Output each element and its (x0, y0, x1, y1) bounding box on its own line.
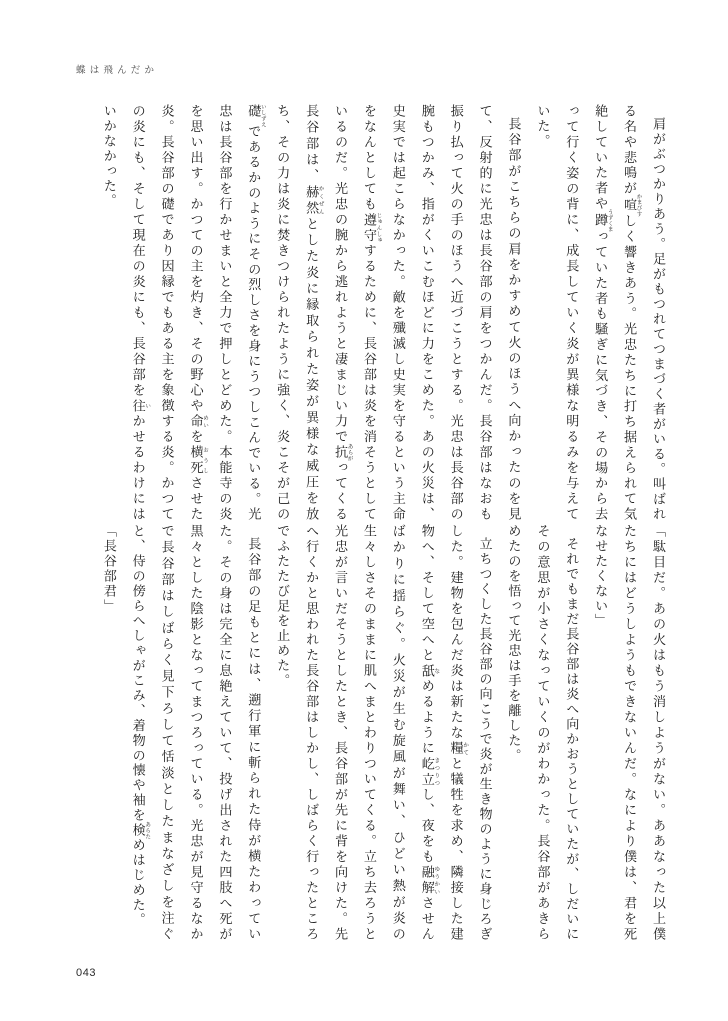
paragraph-dialogue: 「駄目だ。あの火はもう消しようがない。ああなった以上僕たちにはどうしようもできないんだ。なにより僕は、君を死なせたくない」 (592, 524, 665, 942)
ruby-reading: かて (462, 741, 469, 756)
paragraph-dialogue: 「長谷部君」 (100, 524, 116, 614)
ruby-reading: あらが (346, 443, 353, 462)
ruby-annotated-text: 糧 かて (447, 741, 469, 757)
ruby-annotated-text: 命 めい (187, 414, 208, 430)
ruby-reading: な (433, 663, 440, 679)
ruby-annotated-text: 舐 な (418, 663, 440, 680)
ruby-annotated-text: 礎 いしずえ (245, 104, 266, 128)
text-block-lower (100, 524, 671, 943)
ruby-annotated-text: 抗 あらが (332, 443, 353, 462)
ruby-annotated-text: 往 い (129, 398, 151, 415)
ruby-annotated-text: 赫然 かくぜん (303, 184, 324, 217)
ruby-annotated-text: 屹立 きつりつ (418, 756, 440, 788)
paragraph: 長谷部がこちらの肩をかすめて火のほうへ向かったのを見て、反射的に光忠は長谷部の肩をつかんだ。長谷部はなおも振り払って火の手のほうへ近づこうとする。光忠は長谷部の腕もつかみ、指がくいこむほどに力をこめた。あの火災は、史実では起こらなかった。敵を殲滅し史実を守るという主命をなんとしても遵守 じゅんしゅするために、長谷部は炎を消そうとしているのだ。光忠の腕から逃れようと凄まじい力で抗 あらがってくる長谷部は、赫然 かくぜんとした炎に縁取られた姿が異様な威圧を放ち、その力は炎に焚きつけられたように強く、炎こそが己の礎 いしずえであるかのようにその烈しさを身にうつしこんでいる。光忠は長谷部を行かせまいと全力で押しとどめた。本能寺の炎を思い出す。かつての主を灼き、その野心や命 めいを横死 おうしさせた炎。長谷部の礎であり因縁でもある主を象徴する炎。かつての炎にも、そして現在の炎にも、長谷部を往 いかせるわけにはいかなかった。 (100, 104, 521, 523)
ruby-reading: ゆうかい (433, 865, 440, 896)
ruby-reading: うずくま (606, 208, 613, 233)
ruby-annotated-text: 遵守 じゅんしゅ (360, 212, 382, 244)
ruby-reading: かくぜん (317, 184, 324, 216)
text-block-upper (51, 104, 671, 522)
ruby-annotated-text: 融解 ゆうかい (418, 865, 440, 897)
paragraph: 立ちつくした長谷部の向こうで炎が生き物のように身じろぎした。建物を包んだ炎は新たな糧 かてと犠牲を求め、隣接した建物へ、そして空へと舐 なめるように屹立 きつりつし、夜をも融解 ゆうかいさせんばかりに揺らぐ。火災が生む旋風が舞い、ひどい熱が炎の生々しさそのままに肌へまとわりついてくる。立ち去ろうと光忠が言いだそうとしたとき、長谷部が先に背を向けた。先へ行くかと思われた長谷部はしかし、しばらく行ったところでふたたび足を止めた。 (274, 524, 492, 943)
running-head: 蝶は飛んだか (76, 65, 159, 76)
ruby-reading: おうし (202, 445, 208, 476)
paragraph: それでもまだ長谷部は炎へ向かおうとしていたが、しだいにその意思が小さくなっていくのがわかった。長谷部があきらめたのを悟って光忠は手を離した。 (505, 524, 579, 942)
ruby-reading: めい (202, 414, 208, 429)
ruby-annotated-text: 蹲 うずくま (592, 208, 613, 233)
paragraph: 肩がぶつかりあう。足がもつれてつまづく者がいる。叫ばれる名や悲鳴が喧 かまびすしく響きあう。光忠たちに打ち据えられて気絶していた者や蹲 うずくまっていた者も騒ぎに気づき、その場から去って行く姿の背に、成長していく炎が異様な明るみを与えていた。 (534, 104, 665, 523)
ruby-reading: い (144, 398, 151, 414)
ruby-annotated-text: 横死 おうし (187, 445, 208, 477)
ruby-annotated-text: 喧 かまびす (621, 193, 642, 217)
ruby-reading: じゅんしゅ (375, 212, 382, 243)
ruby-reading: あらた (144, 821, 151, 840)
page-number: 043 (76, 967, 97, 979)
paragraph: 長谷部の足もとには、遡行軍に斬られた侍が横たわっていた。その身は完全に息絶えていて、投げ出された四肢へ死が黒々とした陰影となってまつろっている。光忠が見守るなかで長谷部はしばらく見下ろして恬淡としたまなざしを注ぐと、侍の傍らへしゃがこみ、着物の懐や袖を検 あらためはじめた。 (129, 524, 261, 942)
ruby-reading: かまびす (635, 193, 642, 217)
ruby-annotated-text: 検 あらた (129, 821, 151, 840)
ruby-reading: いしずえ (259, 104, 266, 128)
ruby-reading: きつりつ (433, 756, 440, 788)
